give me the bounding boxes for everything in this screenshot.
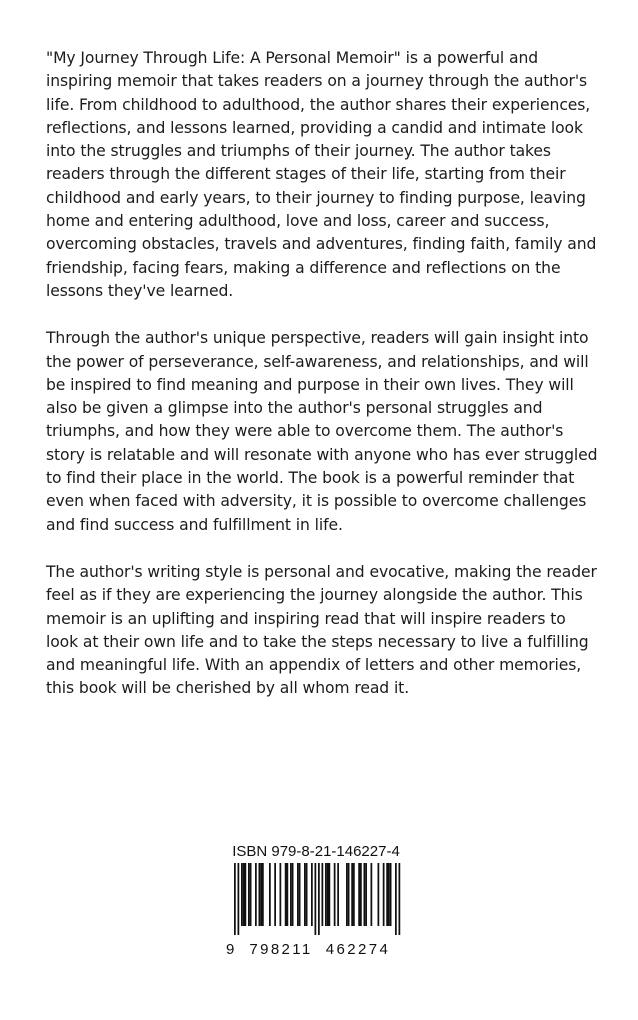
description-paragraph-3: The author's writing style is personal and evocative, making the reader feel as if they are experiencing the journey alongside the author. This memoir is an uplifting and inspiring read that will inspire readers to look at their own life and to take the steps necessary to live a fulfilling and meaningful life. With an appendix of letters and other memories, this book will be cherished by all whom read it. [46, 562, 597, 698]
barcode-bar [365, 863, 367, 926]
barcode-bar [311, 863, 313, 926]
barcode-bar [287, 863, 289, 926]
barcode-bar [259, 863, 261, 926]
barcode-bar [337, 863, 339, 926]
barcode-bar [325, 863, 327, 926]
barcode-bar [390, 863, 392, 926]
barcode-guard-bar [395, 863, 397, 935]
barcode-bar [306, 863, 308, 926]
barcode-guard-bar [238, 863, 240, 935]
barcode-bar [290, 863, 292, 926]
barcode-left-digits: 798211 [249, 941, 313, 958]
description-paragraph-1: "My Journey Through Life: A Personal Memoir" is a powerful and inspiring memoir that takes readers on a journey through the author's life. From childhood to adulthood, the author shares their experiences, reflections, and lessons learned, providing a candid and intimate look into the struggles and triumphs of their journey. The author takes readers through the different stages of their life, starting from their childhood and early years, to their journey to finding purpose, leaving home and entering adulthood, love and loss, career and success, overcoming obstacles, travels and adventures, finding faith, family and friendship, facing fears, making a difference and reflections on the lessons they've learned. [46, 49, 597, 300]
barcode-bar [274, 863, 276, 926]
barcode-bar [364, 863, 366, 926]
description-paragraph-2: Through the author's unique perspective, readers will gain insight into the power of perseverance, self-awareness, and relationships, and will be inspired to find meaning and purpose in their own lives. They will also be given a glimpse into the author's personal struggles and triumphs, and how they were able to overcome them. The author's story is relatable and will resonate with anyone who has ever struggled to find their place in the world. The book is a powerful reminder that even when faced with adversity, it is possible to overcome challenges and find success and fulfillment in life. [46, 329, 598, 534]
barcode-bar [353, 863, 355, 926]
barcode-bar [351, 863, 353, 926]
isbn-label: ISBN 979-8-21-146227-4 [232, 843, 400, 860]
barcode-bar [243, 863, 245, 926]
barcode-bar [245, 863, 247, 926]
barcode-bar [297, 863, 299, 926]
isbn-barcode [222, 843, 410, 958]
barcode-bar [371, 863, 373, 926]
barcode-bar [280, 863, 282, 926]
barcode-guard-bar [399, 863, 401, 935]
barcode-guard-bar [318, 863, 320, 935]
barcode-bar [329, 863, 331, 926]
barcode-right-digits: 462274 [325, 941, 391, 958]
barcode-first-digit: 9 [226, 941, 235, 958]
book-description [46, 47, 598, 725]
barcode-bar [304, 863, 306, 926]
barcode-bar [322, 863, 324, 926]
barcode-bar [386, 863, 388, 926]
barcode-guard-bar [234, 863, 236, 935]
barcode-graphic [222, 863, 410, 958]
barcode-bar [348, 863, 350, 926]
barcode-bar [388, 863, 390, 926]
barcode-bar [334, 863, 336, 926]
barcode-bar [327, 863, 329, 926]
barcode-bar [285, 863, 287, 926]
barcode-bar [378, 863, 380, 926]
barcode-bar [241, 863, 243, 926]
barcode-bar [360, 863, 362, 926]
barcode-bar [358, 863, 360, 926]
barcode-guard-bar [315, 863, 317, 935]
barcode-bar [346, 863, 348, 926]
barcode-bar [248, 863, 250, 926]
barcode-bar [269, 863, 271, 926]
barcode-bar [299, 863, 301, 926]
barcode-bar [260, 863, 262, 926]
barcode-bars [234, 863, 400, 935]
barcode-bar [292, 863, 294, 926]
barcode-bar [250, 863, 252, 926]
barcode-bar [262, 863, 264, 926]
barcode-bar [255, 863, 257, 926]
barcode-bar [383, 863, 385, 926]
